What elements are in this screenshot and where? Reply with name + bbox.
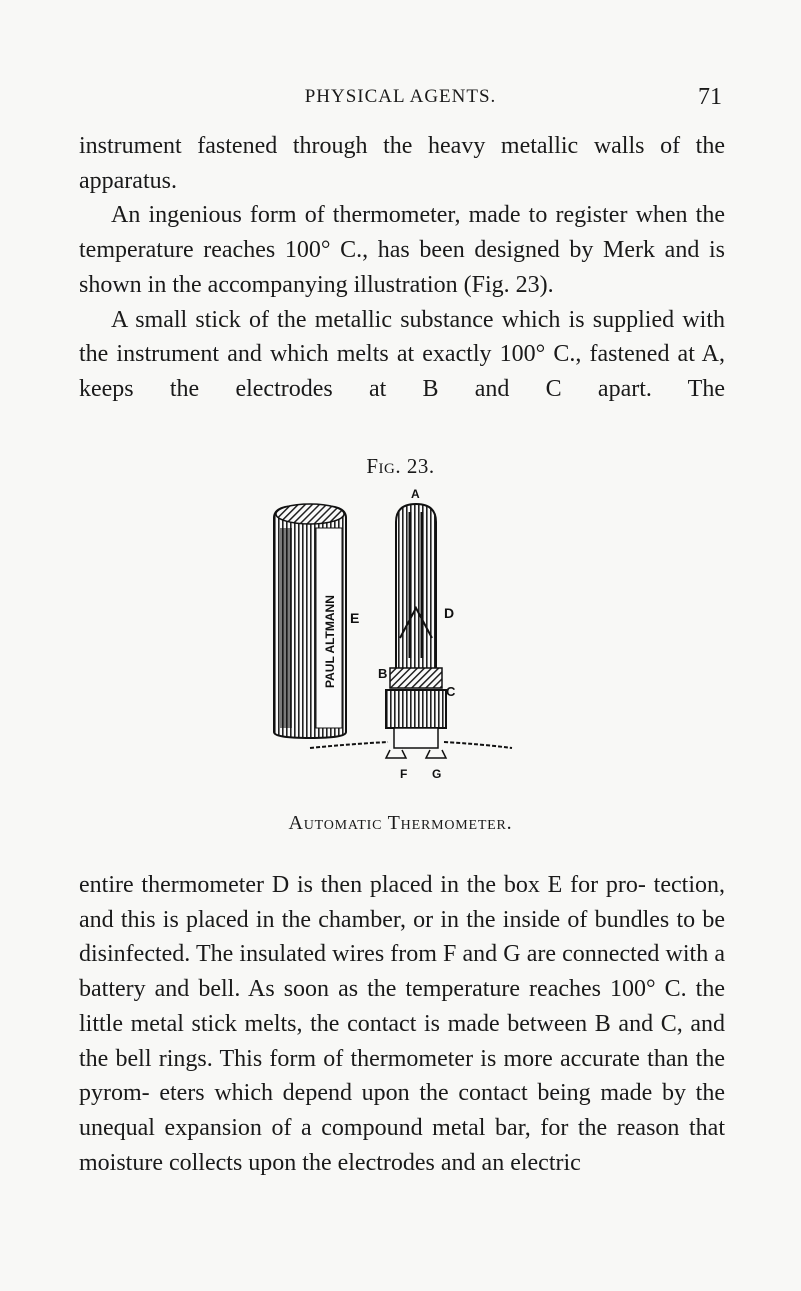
- text-block-bottom: [79, 868, 725, 1180]
- label-a: A: [411, 488, 420, 501]
- thermometer-body: [386, 504, 446, 758]
- box-maker-text: PAUL ALTMANN: [323, 595, 337, 688]
- paragraph-thermometer-use: entire thermometer D is then placed in the box E for pro- tection, and this is placed in the chamber, or in the inside of bundles to be disinfected. The insulated wires from F and G are connected with a battery and bell. As soon as the temperature reaches 100° C. the little metal stick melts, the contact is made between B and C, and the bell rings. This form of thermometer is more accurate than the pyrom- eters which depend upon the contact being made by the unequal expansion of a compound metal bar, for the reason that moisture collects upon the electrodes and an electric: [79, 872, 725, 1176]
- running-head: PHYSICAL AGENTS.: [304, 86, 497, 107]
- thermometer-illustration: [250, 488, 550, 778]
- label-d: D: [444, 605, 455, 621]
- figure-caption: Automatic Thermometer.: [288, 812, 513, 834]
- label-f: F: [400, 767, 408, 778]
- label-g: G: [432, 767, 442, 778]
- wire-f: [310, 742, 388, 748]
- page-header: [0, 84, 801, 114]
- label-e: E: [350, 610, 360, 626]
- text-block-top: [79, 129, 725, 407]
- label-b: B: [378, 666, 388, 681]
- paragraph-thermometer-intro: An ingenious form of thermometer, made to register when the temperature reaches 100° C., has been designed by Merk and is shown in the accompanying illustration (Fig. 23).: [79, 202, 725, 298]
- wire-g: [444, 742, 512, 748]
- protective-box: [274, 504, 346, 738]
- figure-label: Fig. 23.: [366, 454, 435, 478]
- page-number: 71: [698, 84, 722, 110]
- thermometer-drawing: [250, 488, 550, 778]
- paragraph-continuation: instrument fastened through the heavy metallic walls of the apparatus.: [79, 133, 725, 194]
- label-c: C: [446, 684, 456, 699]
- paragraph-metal-stick: A small stick of the metallic substance which is supplied with the instrument and which melts at exactly 100° C., fastened at A, keeps the electrodes at B and C apart. The: [79, 306, 725, 402]
